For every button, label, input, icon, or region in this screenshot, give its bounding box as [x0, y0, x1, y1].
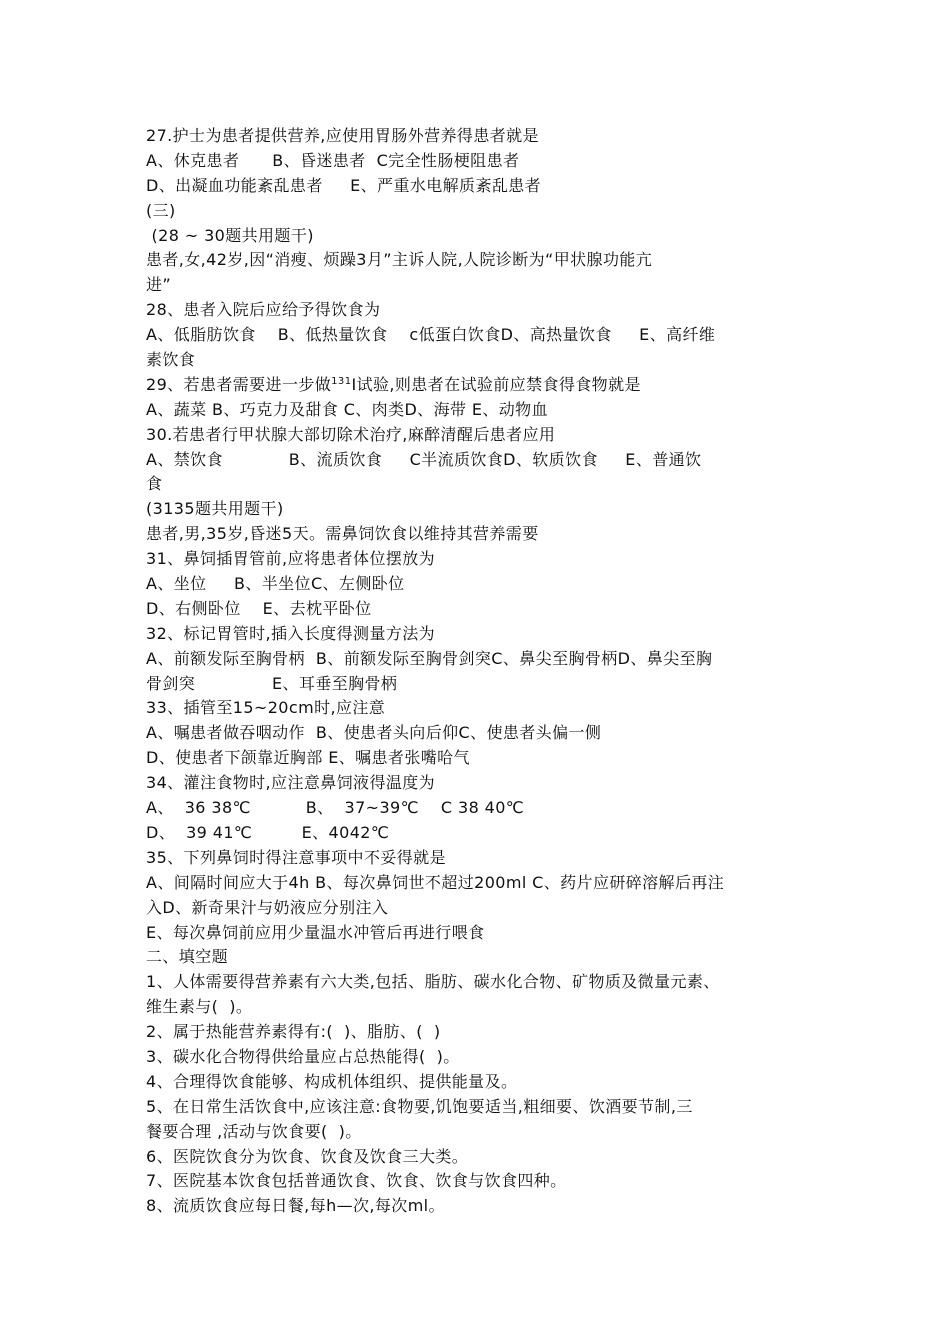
text-line: 27.护士为患者提供营养,应使用胃肠外营养得患者就是 — [146, 126, 539, 145]
text-line: A、嘱患者做吞咽动作 B、使患者头向后仰C、使患者头偏一侧 — [146, 723, 602, 743]
text-line: D、使患者下颌靠近胸部 E、嘱患者张嘴哈气 — [146, 748, 470, 768]
text-line: 患者,女,42岁,因“消瘦、烦躁3月”主诉人院,人院诊断为“甲状腺功能亢 — [146, 250, 653, 270]
text-line: (3135题共用题干) — [146, 499, 284, 519]
text-line: 素饮食 — [146, 350, 196, 370]
text-line: A、坐位 B、半坐位C、左侧卧位 — [146, 574, 405, 594]
text-line: A、低脂肪饮食 B、低热量饮食 c低蛋白饮食D、高热量饮食 E、高纤维 — [146, 325, 716, 345]
text-line: 入D、新奇果汁与奶液应分别注入 — [146, 897, 389, 917]
text-line: A、休克患者 B、昏迷患者 C完全性肠梗阻患者 — [146, 150, 520, 170]
text-line: A、前额发际至胸骨柄 B、前额发际至胸骨剑突C、鼻尖至胸骨柄D、鼻尖至胸 — [146, 648, 713, 668]
text-line: 维生素与( )。 — [146, 997, 253, 1017]
text-line: 1、人体需要得营养素有六大类,包括、脂肪、碳水化合物、矿物质及微量元素、 — [146, 972, 720, 992]
text-line: 食 — [146, 474, 163, 494]
text-line: 3、碳水化合物得供给量应占总热能得( )。 — [146, 1046, 460, 1066]
text-segment: I试验,则患者在试验前应禁食得食物就是 — [351, 374, 641, 394]
text-line: 31、鼻饲插胃管前,应将患者体位摆放为 — [146, 549, 436, 569]
text-line: A、蔬菜 B、巧克力及甜食 C、肉类D、海带 E、动物血 — [146, 399, 548, 419]
text-line: A、间隔时间应大于4h B、每次鼻饲世不超过200ml C、药片应研碎溶解后再注 — [146, 872, 725, 892]
text-line: E、每次鼻饲前应用少量温水冲管后再进行喂食 — [146, 922, 485, 942]
text-line — [146, 373, 816, 398]
text-segment: 29、若患者需要进一步做 — [146, 374, 332, 394]
text-line: 二、填空题 — [146, 947, 229, 967]
text-line: 骨剑突 E、耳垂至胸骨柄 — [146, 673, 398, 693]
text-line: A、禁饮食 B、流质饮食 C半流质饮食D、软质饮食 E、普通饮 — [146, 449, 702, 469]
text-line: 32、标记胃管时,插入长度得测量方法为 — [146, 623, 436, 643]
text-line: 6、医院饮食分为饮食、饮食及饮食三大类。 — [146, 1146, 469, 1166]
superscript: 131 — [331, 375, 352, 387]
text-line: 28、患者入院后应给予得饮食为 — [146, 300, 381, 320]
document-page — [146, 124, 816, 1219]
text-line: 33、插管至15~20cm时,应注意 — [146, 698, 386, 718]
text-line: 35、下列鼻饲时得注意事项中不妥得就是 — [146, 847, 446, 867]
text-line: 34、灌注食物时,应注意鼻饲液得温度为 — [146, 773, 436, 793]
text-line: A、 36 38℃ B、 37~39℃ C 38 40℃ — [146, 798, 525, 818]
text-line: 2、属于热能营养素得有:( )、脂肪、( ) — [146, 1022, 441, 1042]
text-line: 30.若患者行甲状腺大部切除术治疗,麻醉清醒后患者应用 — [146, 424, 556, 444]
text-line: 4、合理得饮食能够、构成机体组织、提供能量及。 — [146, 1071, 518, 1091]
text-line: 进” — [146, 275, 172, 295]
text-line: (三) — [146, 200, 176, 220]
text-line: (28 ~ 30题共用题干) — [146, 225, 314, 245]
text-line: D、右侧卧位 E、去枕平卧位 — [146, 598, 372, 618]
text-line: D、 39 41℃ E、4042℃ — [146, 822, 390, 842]
text-line: D、出凝血功能紊乱患者 E、严重水电解质紊乱患者 — [146, 175, 542, 195]
text-line: 7、医院基本饮食包括普通饮食、饮食、饮食与饮食四种。 — [146, 1171, 567, 1191]
text-line: 餐要合理 ,活动与饮食要( )。 — [146, 1121, 362, 1141]
text-line: 8、流质饮食应每日餐,每h—次,每次ml。 — [146, 1196, 445, 1216]
text-line: 5、在日常生活饮食中,应该注意:食物要,饥饱要适当,粗细要、饮酒要节制,三 — [146, 1096, 693, 1116]
text-line: 患者,男,35岁,昏迷5天。需鼻饲饮食以维持其营养需要 — [146, 524, 539, 544]
